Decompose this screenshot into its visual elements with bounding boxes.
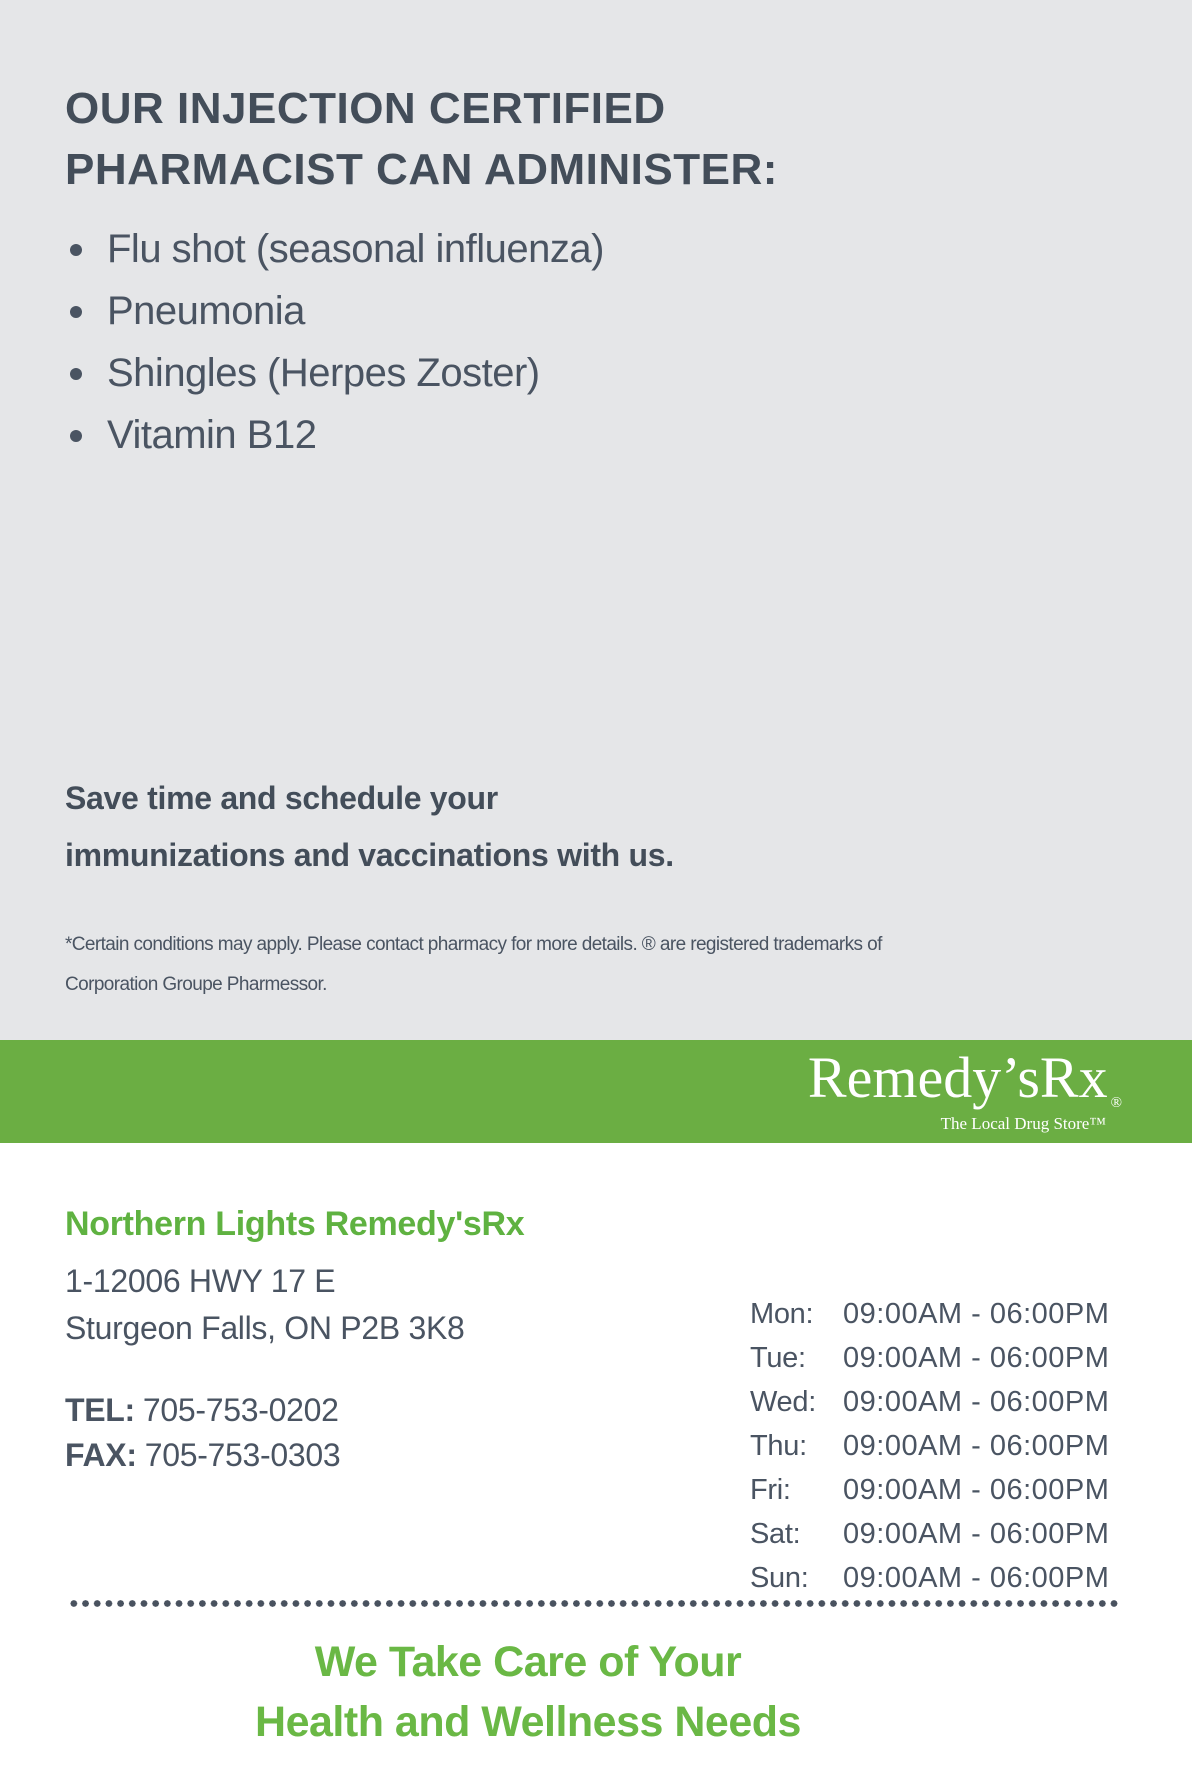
disclaimer-line1: *Certain conditions may apply. Please contact pharmacy for more details. ® are registered trademarks of <box>65 934 882 955</box>
disclaimer-text <box>65 925 882 1005</box>
hours-day: Fri: <box>750 1474 791 1506</box>
store-name: Northern Lights Remedy'sRx <box>65 1205 525 1243</box>
fax-row <box>65 1433 340 1478</box>
hours-day: Tue: <box>750 1342 806 1374</box>
brand-logo <box>808 1046 1122 1133</box>
cta-line1: Save time and schedule your <box>65 780 498 816</box>
hours-time: 09:00AM - 06:00PM <box>843 1474 1110 1506</box>
bullet-icon <box>70 306 82 318</box>
hours-day: Sun: <box>750 1562 809 1594</box>
registered-trademark-icon: ® <box>1110 1095 1122 1111</box>
services-list <box>65 218 604 466</box>
hours-table <box>750 1292 1109 1600</box>
footer-slogan-line2: Health and Wellness Needs <box>255 1698 801 1746</box>
tel-number: 705-753-0202 <box>142 1392 339 1428</box>
address-line2: Sturgeon Falls, ON P2B 3K8 <box>65 1310 465 1346</box>
brand-tagline: The Local Drug Store™ <box>940 1114 1106 1133</box>
disclaimer-line2: Corporation Groupe Pharmessor. <box>65 974 327 995</box>
hours-time: 09:00AM - 06:00PM <box>843 1342 1110 1374</box>
bullet-icon <box>70 368 82 380</box>
hours-time: 09:00AM - 06:00PM <box>843 1298 1110 1330</box>
table-row <box>750 1380 1109 1424</box>
service-label: Shingles (Herpes Zoster) <box>107 351 540 395</box>
tel-row <box>65 1388 340 1433</box>
address-line1: 1-12006 HWY 17 E <box>65 1263 336 1299</box>
table-row <box>750 1292 1109 1336</box>
promo-heading <box>65 78 778 200</box>
tel-label: TEL: <box>65 1392 135 1428</box>
footer-slogan <box>0 1632 1056 1752</box>
list-item <box>65 404 604 466</box>
service-label: Pneumonia <box>107 289 305 333</box>
bullet-icon <box>70 244 82 256</box>
hours-time: 09:00AM - 06:00PM <box>843 1518 1110 1550</box>
hours-time: 09:00AM - 06:00PM <box>843 1430 1110 1462</box>
table-row <box>750 1556 1109 1600</box>
hours-time: 09:00AM - 06:00PM <box>843 1386 1110 1418</box>
brand-logo-text: Remedy’sRx <box>807 1045 1108 1110</box>
fax-label: FAX: <box>65 1437 137 1473</box>
cta-text <box>65 770 674 884</box>
bullet-icon <box>70 430 82 442</box>
list-item <box>65 280 604 342</box>
list-item <box>65 342 604 404</box>
promo-heading-line1: OUR INJECTION CERTIFIED <box>65 84 666 133</box>
hours-day: Sat: <box>750 1518 801 1550</box>
cta-line2: immunizations and vaccinations with us. <box>65 837 674 873</box>
hours-day: Mon: <box>750 1298 814 1330</box>
table-row <box>750 1336 1109 1380</box>
dotted-divider <box>68 1599 1122 1608</box>
footer-slogan-line1: We Take Care of Your <box>314 1638 742 1686</box>
table-row <box>750 1468 1109 1512</box>
promo-heading-line2: PHARMACIST CAN ADMINISTER: <box>65 145 778 194</box>
table-row <box>750 1512 1109 1556</box>
service-label: Vitamin B12 <box>107 413 317 457</box>
list-item <box>65 218 604 280</box>
store-phones <box>65 1388 340 1478</box>
store-address <box>65 1258 465 1352</box>
brand-banner <box>0 1040 1192 1143</box>
hours-time: 09:00AM - 06:00PM <box>843 1562 1110 1594</box>
service-label: Flu shot (seasonal influenza) <box>107 227 604 271</box>
table-row <box>750 1424 1109 1468</box>
fax-number: 705-753-0303 <box>144 1437 341 1473</box>
hours-day: Wed: <box>750 1386 816 1418</box>
hours-day: Thu: <box>750 1430 807 1462</box>
